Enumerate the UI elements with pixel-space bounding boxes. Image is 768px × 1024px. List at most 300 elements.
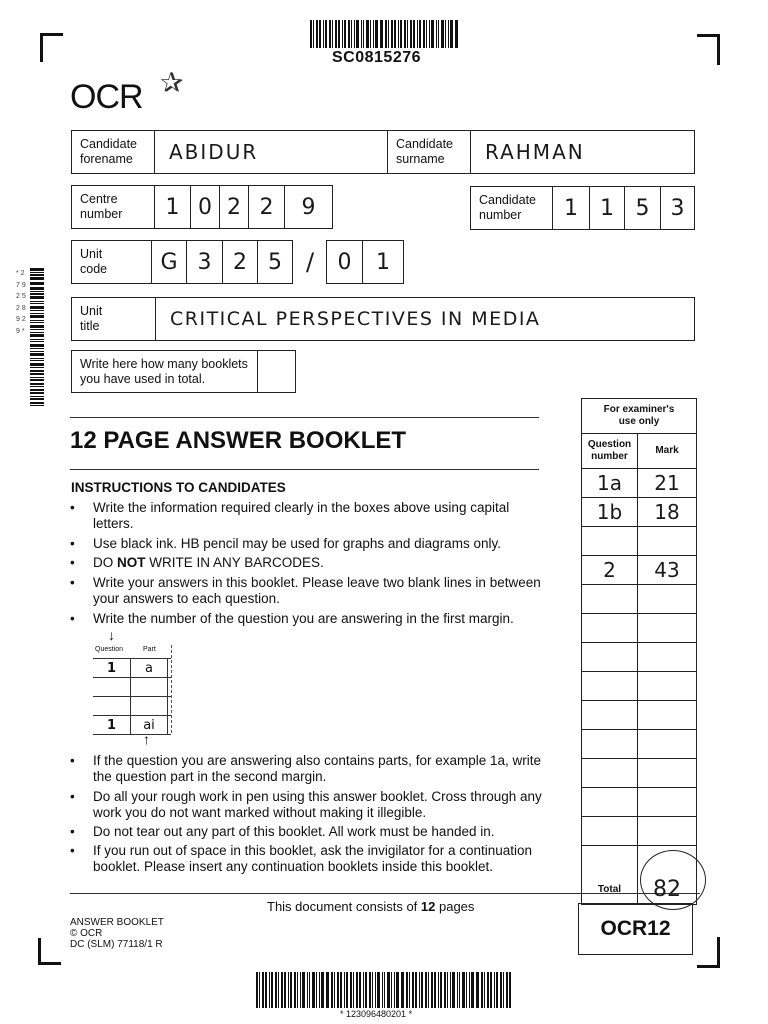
barcode-bar — [361, 20, 362, 48]
barcode-bar — [319, 972, 321, 1008]
question-number-cell — [582, 846, 638, 874]
unit-title-label-line1: Unit — [80, 304, 103, 318]
barcode-bar — [30, 306, 44, 309]
example-row — [93, 678, 171, 697]
barcode-bar — [307, 972, 308, 1008]
barcode-bar — [271, 972, 273, 1008]
top-barcode-code: SC0815276 — [332, 49, 422, 66]
barcode-bar — [462, 972, 464, 1008]
barcode-bar — [288, 972, 289, 1008]
examiner-row — [582, 469, 696, 498]
barcode-bar — [30, 296, 44, 299]
instruction-text-post: WRITE IN ANY BARCODES. — [145, 555, 324, 570]
total-label: Total — [582, 874, 638, 904]
barcode-bar — [440, 972, 442, 1008]
example-part-cell — [131, 697, 168, 715]
examiner-row — [582, 585, 696, 614]
instruction-text-bold: NOT — [117, 555, 146, 570]
forename-label-line2: forename — [80, 152, 133, 166]
mark-cell — [638, 759, 696, 787]
barcode-bar — [438, 20, 440, 48]
barcode-bar — [30, 373, 44, 376]
candidate-digit[interactable]: 1 — [590, 187, 625, 229]
down-arrow-icon: ↓ — [108, 627, 115, 643]
barcode-bar — [30, 310, 44, 311]
example-question-cell: 1 — [93, 659, 131, 677]
centre-label-line2: number — [80, 207, 123, 221]
barcode-bar — [30, 268, 44, 271]
barcode-bar — [30, 272, 44, 273]
barcode-bar — [300, 972, 302, 1008]
example-row — [93, 716, 171, 734]
barcode-bar — [388, 20, 389, 48]
question-number-cell — [582, 817, 638, 845]
barcode-bar — [476, 972, 477, 1008]
barcode-bar — [459, 972, 461, 1008]
surname-label — [388, 131, 471, 173]
examiner-row — [582, 643, 696, 672]
barcode-bar — [431, 972, 433, 1008]
barcode-bar — [372, 972, 373, 1008]
barcode-bar — [447, 972, 448, 1008]
instruction-item — [70, 789, 550, 820]
side-barcode-digits: * 2 7 9 2 5 2 8 9 2 9 * — [16, 270, 26, 335]
page-count-note — [267, 899, 474, 914]
examiner-row — [582, 556, 696, 585]
examiner-rows — [582, 469, 696, 874]
candidate-digit[interactable]: 3 — [670, 195, 685, 221]
barcode-bar — [30, 389, 44, 391]
booklets-label-line2: you have used in total. — [80, 371, 206, 386]
barcode-bar — [406, 972, 408, 1008]
mark-cell — [638, 701, 696, 729]
barcode-bar — [30, 353, 44, 356]
barcode-bar — [375, 972, 377, 1008]
barcode-bar — [30, 315, 44, 318]
barcode-bar — [496, 972, 498, 1008]
mark-cell: 21 — [654, 471, 680, 495]
barcode-bar — [450, 20, 452, 48]
barcode-bar — [400, 20, 402, 48]
barcode-bar — [30, 329, 44, 330]
examiner-heading-line1: For examiner's — [603, 404, 675, 415]
barcode-bar — [391, 972, 392, 1008]
question-header-line2: number — [591, 451, 628, 462]
barcode-bar — [429, 20, 431, 48]
question-number-cell: 2 — [582, 556, 638, 584]
bullet-icon: • — [70, 500, 75, 515]
centre-label-line1: Centre — [80, 192, 118, 206]
instruction-item — [70, 824, 550, 840]
barcode-bar — [313, 20, 314, 48]
unit-code-label — [72, 241, 152, 283]
question-number-cell — [582, 672, 638, 700]
top-barcode — [310, 20, 460, 48]
barcode-bar — [278, 972, 279, 1008]
barcode-bar — [366, 20, 368, 48]
barcode-bar — [262, 972, 264, 1008]
barcode-bar — [30, 313, 44, 315]
examiner-row — [582, 614, 696, 643]
barcode-bar — [337, 972, 339, 1008]
barcode-bar — [30, 287, 44, 290]
barcode-bar — [415, 972, 417, 1008]
unit-code-char[interactable]: G — [152, 241, 187, 283]
barcode-bar — [370, 20, 371, 48]
barcode-bar — [302, 972, 304, 1008]
centre-number-label — [72, 186, 155, 228]
question-number-cell — [582, 643, 638, 671]
examiner-row — [582, 730, 696, 759]
barcode-bar — [30, 339, 44, 340]
barcode-bar — [348, 20, 350, 48]
bullet-icon: • — [70, 575, 75, 590]
barcode-bar — [434, 972, 436, 1008]
barcode-bar — [321, 972, 323, 1008]
bottom-barcode — [256, 972, 513, 1008]
mark-cell — [638, 527, 696, 555]
barcode-bar — [404, 20, 406, 48]
instruction-item — [70, 575, 550, 606]
barcode-bar — [30, 274, 44, 276]
barcode-bar — [351, 20, 352, 48]
surname-label-line2: surname — [396, 152, 445, 166]
surname-field[interactable]: RAHMAN — [485, 140, 585, 164]
barcode-bar — [490, 972, 492, 1008]
barcode-bar — [30, 291, 44, 292]
mark-cell — [638, 730, 696, 758]
barcode-bar — [412, 972, 414, 1008]
barcode-bar — [356, 972, 358, 1008]
barcode-bar — [316, 20, 318, 48]
barcode-bar — [30, 344, 44, 347]
barcode-bar — [30, 363, 44, 366]
mark-cell — [638, 817, 696, 845]
examiner-row — [582, 498, 696, 527]
barcode-bar — [297, 972, 298, 1008]
forename-label-line1: Candidate — [80, 137, 137, 151]
barcode-bar — [269, 972, 270, 1008]
example-part-label: Part — [143, 646, 156, 653]
barcode-bar — [30, 301, 44, 302]
page-count-pre: This document consists of — [267, 899, 421, 914]
divider-mid — [70, 469, 539, 470]
barcode-bar — [275, 972, 277, 1008]
barcode-bar — [30, 367, 44, 368]
barcode-bar — [438, 972, 439, 1008]
barcode-bar — [457, 972, 458, 1008]
barcode-bar — [30, 398, 44, 400]
barcode-bar — [363, 972, 364, 1008]
barcode-bar — [506, 972, 508, 1008]
barcode-bar — [423, 20, 425, 48]
registration-mark-top-left — [40, 33, 63, 62]
candidate-digit[interactable]: 5 — [625, 187, 661, 229]
barcode-bar — [500, 972, 502, 1008]
example-row — [93, 659, 171, 678]
question-number-cell — [582, 701, 638, 729]
examiner-row — [582, 672, 696, 701]
barcode-bar — [398, 20, 399, 48]
barcode-bar — [509, 972, 511, 1008]
footer-line: DC (SLM) 77118/1 R — [70, 939, 163, 950]
registration-mark-bottom-right — [697, 937, 720, 968]
centre-digit[interactable]: 1 — [155, 186, 191, 228]
unit-title-box — [71, 297, 695, 341]
barcode-bar — [410, 20, 412, 48]
booklets-used-box — [71, 350, 296, 393]
barcode-bar — [331, 972, 333, 1008]
barcode-bar — [30, 293, 44, 295]
instruction-text: Write the number of the question you are answering in the first margin. — [93, 611, 514, 626]
barcode-bar — [487, 972, 489, 1008]
instruction-text-pre: DO — [93, 555, 118, 570]
barcode-bar — [359, 972, 361, 1008]
example-question-cell: 1 — [93, 716, 131, 734]
barcode-bar — [326, 972, 327, 1008]
page-title: 12 PAGE ANSWER BOOKLET — [70, 427, 407, 454]
barcode-bar — [419, 972, 420, 1008]
barcode-bar — [30, 320, 44, 321]
barcode-bar — [329, 20, 331, 48]
bullet-icon: • — [70, 843, 75, 858]
candidate-digit[interactable]: 1 — [553, 187, 590, 229]
unit-code-char[interactable]: 2 — [223, 241, 258, 283]
barcode-bar — [30, 377, 44, 378]
barcode-bar — [312, 972, 314, 1008]
booklets-used-field[interactable] — [258, 351, 295, 392]
examiner-row — [582, 817, 696, 846]
question-number-cell: 1a — [582, 469, 638, 497]
barcode-bar — [409, 972, 410, 1008]
barcode-bar — [365, 972, 367, 1008]
forename-label — [72, 131, 155, 173]
instruction-item — [70, 555, 550, 571]
instruction-text: If the question you are answering also contains parts, for example 1a, write the question part in the second margin. — [93, 753, 541, 784]
examiner-heading — [582, 399, 696, 434]
instruction-item — [70, 753, 550, 784]
barcode-bar — [441, 20, 443, 48]
bullet-icon: • — [70, 753, 75, 768]
instruction-item — [70, 536, 550, 552]
barcode-bar — [382, 972, 383, 1008]
bullet-icon: • — [70, 611, 75, 626]
barcode-bar — [316, 972, 317, 1008]
mark-header: Mark — [655, 445, 679, 456]
barcode-bar — [353, 972, 354, 1008]
barcode-bar — [342, 20, 343, 48]
barcode-bar — [448, 20, 450, 48]
barcode-bar — [340, 972, 342, 1008]
examiner-row — [582, 788, 696, 817]
unit-code-char[interactable]: 5 — [268, 249, 282, 275]
ocr-logo: OCR — [70, 78, 143, 116]
example-question-cell — [93, 697, 131, 715]
examiner-column-headers — [582, 434, 696, 469]
barcode-bar — [344, 972, 345, 1008]
barcode-bar — [445, 20, 446, 48]
unit-title-label — [72, 298, 156, 340]
barcode-bar — [30, 370, 44, 372]
question-number-cell — [582, 527, 638, 555]
unit-code-suffix-char[interactable]: 1 — [376, 249, 390, 275]
barcode-bar — [310, 20, 312, 48]
mark-cell — [638, 614, 696, 642]
booklets-label-line1: Write here how many booklets — [80, 356, 248, 371]
barcode-bar — [325, 20, 327, 48]
footer-line: © OCR — [70, 928, 103, 939]
barcode-bar — [30, 383, 44, 386]
barcode-bar — [319, 20, 321, 48]
barcode-bar — [455, 20, 456, 48]
question-number-cell: 1b — [582, 498, 638, 526]
registration-mark-bottom-left — [38, 938, 61, 965]
surname-label-line1: Candidate — [396, 137, 453, 151]
candidate-number-label-line2: number — [479, 208, 522, 222]
instruction-item — [70, 500, 550, 531]
barcode-bar — [419, 20, 421, 48]
booklet-code-box: OCR12 — [578, 903, 693, 955]
mark-cell — [638, 585, 696, 613]
barcode-bar — [350, 972, 352, 1008]
barcode-bar — [469, 972, 471, 1008]
barcode-bar — [30, 322, 44, 324]
bullet-icon: • — [70, 536, 75, 551]
barcode-bar — [452, 972, 454, 1008]
barcode-bar — [503, 972, 504, 1008]
side-barcode — [30, 268, 44, 408]
instruction-text: Do not tear out any part of this booklet. All work must be handed in. — [93, 824, 495, 839]
barcode-bar — [30, 303, 44, 305]
instruction-text — [93, 555, 550, 571]
examiner-marks-table — [581, 398, 697, 905]
barcode-bar — [354, 20, 356, 48]
examiner-row — [582, 527, 696, 556]
barcode-bar — [394, 20, 396, 48]
mark-cell: 43 — [654, 558, 680, 582]
barcode-bar — [417, 20, 418, 48]
forename-field[interactable]: ABIDUR — [155, 131, 388, 173]
centre-digit[interactable]: 2 — [249, 186, 285, 228]
question-number-cell — [582, 759, 638, 787]
barcode-bar — [290, 972, 292, 1008]
barcode-bar — [30, 325, 44, 328]
example-question-label: Question — [95, 646, 124, 653]
barcode-bar — [391, 20, 393, 48]
footer-line: ANSWER BOOKLET — [70, 917, 164, 928]
barcode-bar — [387, 972, 389, 1008]
total-value: 82 — [653, 876, 681, 902]
unit-title-field[interactable]: CRITICAL PERSPECTIVES IN MEDIA — [170, 308, 541, 330]
ocr-star-icon: ✰ — [160, 67, 184, 98]
barcode-bar — [413, 20, 415, 48]
question-number-cell — [582, 614, 638, 642]
barcode-bar — [425, 972, 427, 1008]
instruction-text: If you run out of space in this booklet, ask the invigilator for a continuation booklet. Please insert any continuation booklets inside this booklet. — [93, 843, 533, 874]
barcode-bar — [375, 20, 377, 48]
example-row — [93, 697, 171, 716]
barcode-bar — [346, 972, 348, 1008]
barcode-bar — [369, 972, 371, 1008]
instructions-heading: INSTRUCTIONS TO CANDIDATES — [71, 480, 286, 495]
examiner-row — [582, 759, 696, 788]
barcode-bar — [30, 386, 44, 387]
example-part-cell: ai — [131, 716, 168, 734]
unit-code-suffix-char[interactable]: 0 — [327, 241, 363, 283]
mark-cell — [638, 643, 696, 671]
barcode-bar — [401, 972, 402, 1008]
barcode-bar — [421, 972, 423, 1008]
barcode-bar — [309, 972, 311, 1008]
barcode-bar — [30, 392, 44, 395]
barcode-bar — [466, 972, 467, 1008]
unit-code-separator: / — [306, 248, 315, 276]
instruction-text: Write the information required clearly in the boxes above using capital letters. — [93, 500, 510, 531]
barcode-bar — [384, 972, 386, 1008]
centre-number-box — [71, 185, 333, 229]
barcode-bar — [380, 20, 381, 48]
barcode-bar — [30, 334, 44, 337]
barcode-bar — [30, 332, 44, 334]
candidate-name-box — [71, 130, 695, 174]
examiner-heading-line2: use only — [618, 416, 660, 427]
barcode-bar — [436, 20, 437, 48]
barcode-bar — [450, 972, 452, 1008]
barcode-bar — [30, 379, 44, 381]
unit-code-label-line2: code — [80, 262, 108, 276]
barcode-bar — [265, 972, 267, 1008]
barcode-bar — [484, 972, 485, 1008]
barcode-bar — [30, 351, 44, 353]
question-number-cell — [582, 730, 638, 758]
bullet-icon: • — [70, 555, 75, 570]
registration-mark-top-right — [697, 34, 720, 65]
page-count-post: pages — [435, 899, 475, 914]
centre-digit[interactable]: 9 — [301, 194, 316, 220]
barcode-bar — [30, 405, 44, 406]
centre-digit[interactable]: 2 — [220, 186, 249, 228]
unit-title-label-line2: title — [80, 319, 100, 333]
barcode-bar — [30, 348, 44, 349]
unit-code-char[interactable]: 3 — [187, 241, 223, 283]
bullet-icon: • — [70, 789, 75, 804]
footer-info — [70, 917, 164, 950]
question-number-cell — [582, 585, 638, 613]
unit-code-label-line1: Unit — [80, 247, 103, 261]
divider-top — [70, 417, 539, 418]
barcode-bar — [30, 396, 44, 397]
centre-digit[interactable]: 0 — [191, 186, 220, 228]
barcode-bar — [471, 972, 473, 1008]
instruction-text: Do all your rough work in pen using this answer booklet. Cross through any work you do not want marked without making it illegible. — [93, 789, 542, 820]
mark-cell: 18 — [654, 500, 680, 524]
barcode-bar — [431, 20, 433, 48]
unit-code-suffix-box — [326, 240, 404, 284]
barcode-bar — [494, 972, 495, 1008]
barcode-bar — [335, 20, 337, 48]
barcode-bar — [363, 20, 365, 48]
question-number-cell — [582, 788, 638, 816]
barcode-bar — [385, 20, 387, 48]
barcode-bar — [426, 20, 427, 48]
barcode-bar — [428, 972, 429, 1008]
example-part-cell — [131, 678, 168, 696]
barcode-bar — [377, 972, 379, 1008]
barcode-bar — [30, 277, 44, 280]
mark-cell — [638, 788, 696, 816]
barcode-bar — [344, 20, 346, 48]
barcode-bar — [381, 20, 383, 48]
